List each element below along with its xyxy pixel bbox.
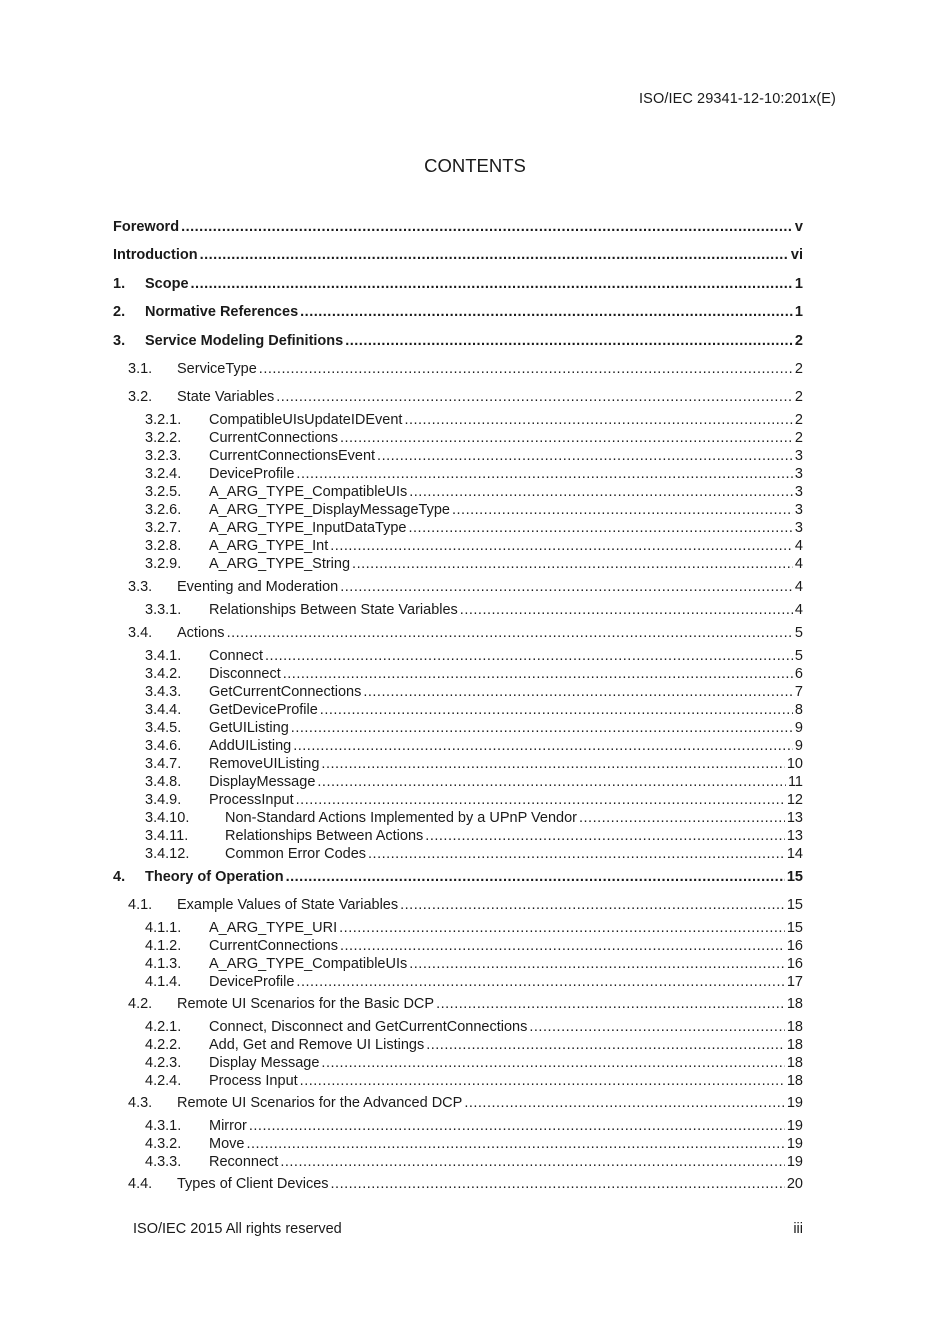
toc-label: A_ARG_TYPE_CompatibleUIs xyxy=(209,483,408,500)
toc-entry[interactable] xyxy=(113,955,803,973)
toc-number: 4.4. xyxy=(128,1175,153,1192)
toc-label: Non-Standard Actions Implemented by a UPnP Vendor xyxy=(225,809,577,826)
toc-page: v xyxy=(794,219,803,235)
toc-leader xyxy=(409,955,785,973)
toc-number: 4.1.1. xyxy=(145,919,182,936)
toc-leader xyxy=(404,411,792,429)
toc-page: 18 xyxy=(786,1018,803,1035)
toc-label: Process Input xyxy=(209,1072,298,1089)
toc-number: 4.1. xyxy=(128,896,153,913)
toc-label: CurrentConnections xyxy=(209,937,338,954)
toc-number: 3.4.1. xyxy=(145,647,182,664)
toc-page: 3 xyxy=(794,501,803,518)
toc-label: Eventing and Moderation xyxy=(177,578,339,595)
toc-entry[interactable] xyxy=(113,275,803,293)
toc-label: Example Values of State Variables xyxy=(177,896,399,913)
toc-label: Foreword xyxy=(113,219,180,235)
toc-number: 3.4.2. xyxy=(145,665,182,682)
toc-number: 3.4.12. xyxy=(145,845,190,862)
toc-number: 3.2.7. xyxy=(145,519,182,536)
page-title: CONTENTS xyxy=(424,155,526,176)
toc-entry[interactable] xyxy=(113,896,803,914)
toc-page: 1 xyxy=(794,304,803,321)
toc-leader xyxy=(181,218,793,236)
toc-leader xyxy=(409,483,793,501)
toc-entry[interactable] xyxy=(113,218,803,236)
toc-leader xyxy=(377,447,793,465)
toc-leader xyxy=(293,737,793,755)
toc-number: 3.4.9. xyxy=(145,791,182,808)
toc-label: GetCurrentConnections xyxy=(209,683,362,700)
toc-leader xyxy=(400,896,785,914)
toc-leader xyxy=(340,578,793,596)
toc-entry[interactable] xyxy=(113,868,803,886)
toc-number: 3.4.6. xyxy=(145,737,182,754)
toc-page: 18 xyxy=(786,1036,803,1053)
toc-leader xyxy=(191,275,793,293)
toc-leader xyxy=(426,1036,785,1054)
toc-number: 3.2.2. xyxy=(145,429,182,446)
toc-leader xyxy=(249,1117,785,1135)
toc-leader xyxy=(276,388,793,406)
toc-leader xyxy=(200,246,789,264)
toc-entry[interactable] xyxy=(113,465,803,483)
toc-leader xyxy=(291,719,793,737)
toc-page: 2 xyxy=(794,332,803,349)
toc-entry[interactable] xyxy=(113,501,803,519)
toc-number: 4.3.3. xyxy=(145,1153,182,1170)
toc-entry[interactable] xyxy=(113,665,803,683)
toc-page: 19 xyxy=(786,1117,803,1134)
toc-label: Mirror xyxy=(209,1117,247,1134)
toc-page: 18 xyxy=(786,995,803,1012)
toc-leader xyxy=(331,1175,785,1193)
toc-label: A_ARG_TYPE_Int xyxy=(209,537,329,554)
toc-leader xyxy=(340,429,793,447)
toc-entry[interactable] xyxy=(113,1175,803,1193)
toc-number: 3.2. xyxy=(128,388,153,405)
toc-leader xyxy=(286,868,785,886)
toc-leader xyxy=(300,303,793,321)
toc-page: 3 xyxy=(794,465,803,482)
toc-label: AddUIListing xyxy=(209,737,292,754)
toc-number: 3.4.11. xyxy=(145,827,189,844)
toc-page: 16 xyxy=(786,955,803,972)
toc-page: 9 xyxy=(794,737,803,754)
toc-entry[interactable] xyxy=(113,1072,803,1090)
toc-page: 7 xyxy=(794,683,803,700)
toc-entry[interactable] xyxy=(113,773,803,791)
toc-number: 3.4. xyxy=(128,624,153,641)
toc-page: 8 xyxy=(794,701,803,718)
toc-page: 4 xyxy=(794,537,803,554)
toc-label: GetUIListing xyxy=(209,719,289,736)
toc-page: 16 xyxy=(786,937,803,954)
toc-number: 3.1. xyxy=(128,360,153,377)
toc-leader xyxy=(425,827,785,845)
toc-number: 3.2.9. xyxy=(145,555,182,572)
toc-entry[interactable] xyxy=(113,578,803,596)
toc-leader xyxy=(368,845,785,863)
toc-entry[interactable] xyxy=(113,1135,803,1153)
toc-page: 3 xyxy=(794,447,803,464)
toc-entry[interactable] xyxy=(113,647,803,665)
toc-leader xyxy=(317,773,786,791)
toc-page: 5 xyxy=(794,624,803,641)
toc-number: 3. xyxy=(113,332,126,349)
toc-label: ServiceType xyxy=(177,360,257,377)
toc-label: Display Message xyxy=(209,1054,320,1071)
toc-label: A_ARG_TYPE_CompatibleUIs xyxy=(209,955,408,972)
toc-leader xyxy=(436,995,785,1013)
toc-page: 15 xyxy=(786,919,803,936)
toc-leader xyxy=(363,683,793,701)
toc-page: 4 xyxy=(794,601,803,618)
toc-page: 1 xyxy=(794,275,803,292)
toc-label: DeviceProfile xyxy=(209,465,295,482)
toc-number: 3.4.10. xyxy=(145,809,190,826)
toc-leader xyxy=(265,647,793,665)
toc-leader xyxy=(283,665,793,683)
toc-label: Common Error Codes xyxy=(225,845,367,862)
toc-label: GetDeviceProfile xyxy=(209,701,318,718)
toc-entry[interactable] xyxy=(113,555,803,573)
toc-entry[interactable] xyxy=(113,827,803,845)
toc-entry[interactable] xyxy=(113,447,803,465)
toc-entry[interactable] xyxy=(113,429,803,447)
toc-entry[interactable] xyxy=(113,937,803,955)
toc-leader xyxy=(408,519,792,537)
toc-page: 18 xyxy=(786,1072,803,1089)
toc-label: A_ARG_TYPE_URI xyxy=(209,919,338,936)
toc-entry[interactable] xyxy=(113,519,803,537)
toc-entry[interactable] xyxy=(113,791,803,809)
toc-page: 18 xyxy=(786,1054,803,1071)
toc-number: 3.4.3. xyxy=(145,683,182,700)
toc-page: 17 xyxy=(786,973,803,990)
toc-number: 3.2.5. xyxy=(145,483,182,500)
toc-label: RemoveUIListing xyxy=(209,755,320,772)
toc-page: 13 xyxy=(786,827,803,844)
toc-label: CurrentConnectionsEvent xyxy=(209,447,376,464)
toc-label: Add, Get and Remove UI Listings xyxy=(209,1036,425,1053)
toc-entry[interactable] xyxy=(113,246,803,264)
toc-leader xyxy=(227,624,793,642)
toc-entry[interactable] xyxy=(113,303,803,321)
toc-entry[interactable] xyxy=(113,701,803,719)
toc-entry[interactable] xyxy=(113,737,803,755)
toc-entry[interactable] xyxy=(113,360,803,378)
document-id: ISO/IEC 29341-12-10:201x(E) xyxy=(639,91,836,107)
toc-leader xyxy=(280,1153,785,1171)
toc-entry[interactable] xyxy=(113,332,803,350)
toc-number: 4.2.4. xyxy=(145,1072,182,1089)
toc-number: 4.3. xyxy=(128,1094,153,1111)
toc-leader xyxy=(300,1072,785,1090)
toc-leader xyxy=(320,701,793,719)
toc-number: 3.2.1. xyxy=(145,411,182,428)
toc-entry[interactable] xyxy=(113,1036,803,1054)
toc-entry[interactable] xyxy=(113,537,803,555)
toc-page: 4 xyxy=(794,578,803,595)
toc-page: 2 xyxy=(794,360,803,377)
toc-page: 19 xyxy=(786,1094,803,1111)
toc-label: Actions xyxy=(177,624,225,641)
toc-page: 15 xyxy=(786,896,803,913)
toc-page: 5 xyxy=(794,647,803,664)
toc-label: A_ARG_TYPE_String xyxy=(209,555,351,572)
toc-entry[interactable] xyxy=(113,683,803,701)
toc-number: 4.1.3. xyxy=(145,955,182,972)
toc-page: 3 xyxy=(794,519,803,536)
toc-leader xyxy=(296,465,793,483)
toc-label: Normative References xyxy=(145,304,299,321)
toc-page: 14 xyxy=(786,845,803,862)
toc-label: Remote UI Scenarios for the Basic DCP xyxy=(177,995,435,1012)
toc-label: Remote UI Scenarios for the Advanced DCP xyxy=(177,1094,463,1111)
toc-entry[interactable] xyxy=(113,1054,803,1072)
toc-page: 10 xyxy=(786,755,803,772)
toc-label: A_ARG_TYPE_InputDataType xyxy=(209,519,407,536)
toc-number: 3.3. xyxy=(128,578,153,595)
toc-label: ProcessInput xyxy=(209,791,294,808)
toc-page: 2 xyxy=(794,411,803,428)
toc-entry[interactable] xyxy=(113,809,803,827)
toc-number: 4.2. xyxy=(128,995,153,1012)
toc-entry[interactable] xyxy=(113,845,803,863)
toc-number: 3.4.7. xyxy=(145,755,182,772)
toc-leader xyxy=(296,791,785,809)
toc-page: 15 xyxy=(786,868,803,885)
toc-number: 3.2.4. xyxy=(145,465,182,482)
toc-leader xyxy=(296,973,784,991)
toc-label: Relationships Between State Variables xyxy=(209,601,458,618)
toc-label: Disconnect xyxy=(209,665,281,682)
toc-leader xyxy=(246,1135,784,1153)
toc-label: Types of Client Devices xyxy=(177,1175,329,1192)
toc-leader xyxy=(321,755,784,773)
toc-entry[interactable] xyxy=(113,1018,803,1036)
toc-number: 4.2.1. xyxy=(145,1018,182,1035)
toc-number: 4. xyxy=(113,868,126,885)
toc-number: 3.4.4. xyxy=(145,701,182,718)
toc-number: 3.4.5. xyxy=(145,719,182,736)
table-of-contents xyxy=(113,218,803,1193)
toc-number: 3.3.1. xyxy=(145,601,182,618)
toc-number: 3.2.8. xyxy=(145,537,182,554)
toc-entry[interactable] xyxy=(113,483,803,501)
toc-entry[interactable] xyxy=(113,995,803,1013)
toc-entry[interactable] xyxy=(113,1117,803,1135)
toc-entry[interactable] xyxy=(113,388,803,406)
toc-number: 3.2.3. xyxy=(145,447,182,464)
toc-label: DisplayMessage xyxy=(209,773,316,790)
toc-label: Introduction xyxy=(113,247,198,264)
toc-label: A_ARG_TYPE_DisplayMessageType xyxy=(209,501,450,518)
toc-label: Theory of Operation xyxy=(145,868,284,885)
toc-label: Move xyxy=(209,1135,245,1152)
toc-leader xyxy=(339,919,785,937)
toc-leader xyxy=(460,601,793,619)
toc-entry[interactable] xyxy=(113,411,803,429)
toc-page: 6 xyxy=(794,665,803,682)
toc-leader xyxy=(321,1054,784,1072)
toc-entry[interactable] xyxy=(113,1153,803,1171)
toc-number: 4.1.2. xyxy=(145,937,182,954)
toc-leader xyxy=(330,537,793,555)
toc-entry[interactable] xyxy=(113,1094,803,1112)
toc-entry[interactable] xyxy=(113,755,803,773)
toc-page: 2 xyxy=(794,429,803,446)
toc-leader xyxy=(579,809,785,827)
toc-entry[interactable] xyxy=(113,601,803,619)
toc-leader xyxy=(259,360,793,378)
toc-leader xyxy=(529,1018,784,1036)
toc-label: Connect xyxy=(209,647,264,664)
toc-number: 3.4.8. xyxy=(145,773,182,790)
toc-label: DeviceProfile xyxy=(209,973,295,990)
toc-label: State Variables xyxy=(177,388,275,405)
toc-entry[interactable] xyxy=(113,719,803,737)
toc-page: vi xyxy=(790,247,803,264)
toc-page: 4 xyxy=(794,555,803,572)
footer-page-number: iii xyxy=(793,1221,803,1237)
toc-page: 12 xyxy=(786,791,803,808)
toc-leader xyxy=(464,1094,785,1112)
toc-entry[interactable] xyxy=(113,973,803,991)
toc-label: CurrentConnections xyxy=(209,429,338,446)
toc-entry[interactable] xyxy=(113,919,803,937)
toc-page: 19 xyxy=(786,1153,803,1170)
toc-leader xyxy=(345,332,793,350)
footer-copyright: ISO/IEC 2015 All rights reserved xyxy=(133,1221,342,1237)
toc-label: Connect, Disconnect and GetCurrentConnections xyxy=(209,1018,528,1035)
toc-label: Relationships Between Actions xyxy=(225,827,424,844)
toc-label: Service Modeling Definitions xyxy=(145,332,344,349)
toc-number: 4.2.2. xyxy=(145,1036,182,1053)
toc-number: 4.3.2. xyxy=(145,1135,182,1152)
toc-number: 3.2.6. xyxy=(145,501,182,518)
toc-leader xyxy=(340,937,785,955)
toc-page: 11 xyxy=(787,773,803,790)
toc-number: 2. xyxy=(113,304,126,321)
toc-page: 20 xyxy=(786,1175,803,1192)
toc-number: 1. xyxy=(113,275,126,292)
toc-page: 13 xyxy=(786,809,803,826)
toc-leader xyxy=(352,555,793,573)
toc-number: 4.1.4. xyxy=(145,973,182,990)
toc-leader xyxy=(452,501,793,519)
toc-entry[interactable] xyxy=(113,624,803,642)
toc-number: 4.2.3. xyxy=(145,1054,182,1071)
toc-page: 19 xyxy=(786,1135,803,1152)
toc-page: 2 xyxy=(794,388,803,405)
toc-number: 4.3.1. xyxy=(145,1117,182,1134)
toc-label: Reconnect xyxy=(209,1153,279,1170)
toc-label: CompatibleUIsUpdateIDEvent xyxy=(209,411,403,428)
toc-label: Scope xyxy=(145,275,189,292)
toc-page: 9 xyxy=(794,719,803,736)
toc-page: 3 xyxy=(794,483,803,500)
